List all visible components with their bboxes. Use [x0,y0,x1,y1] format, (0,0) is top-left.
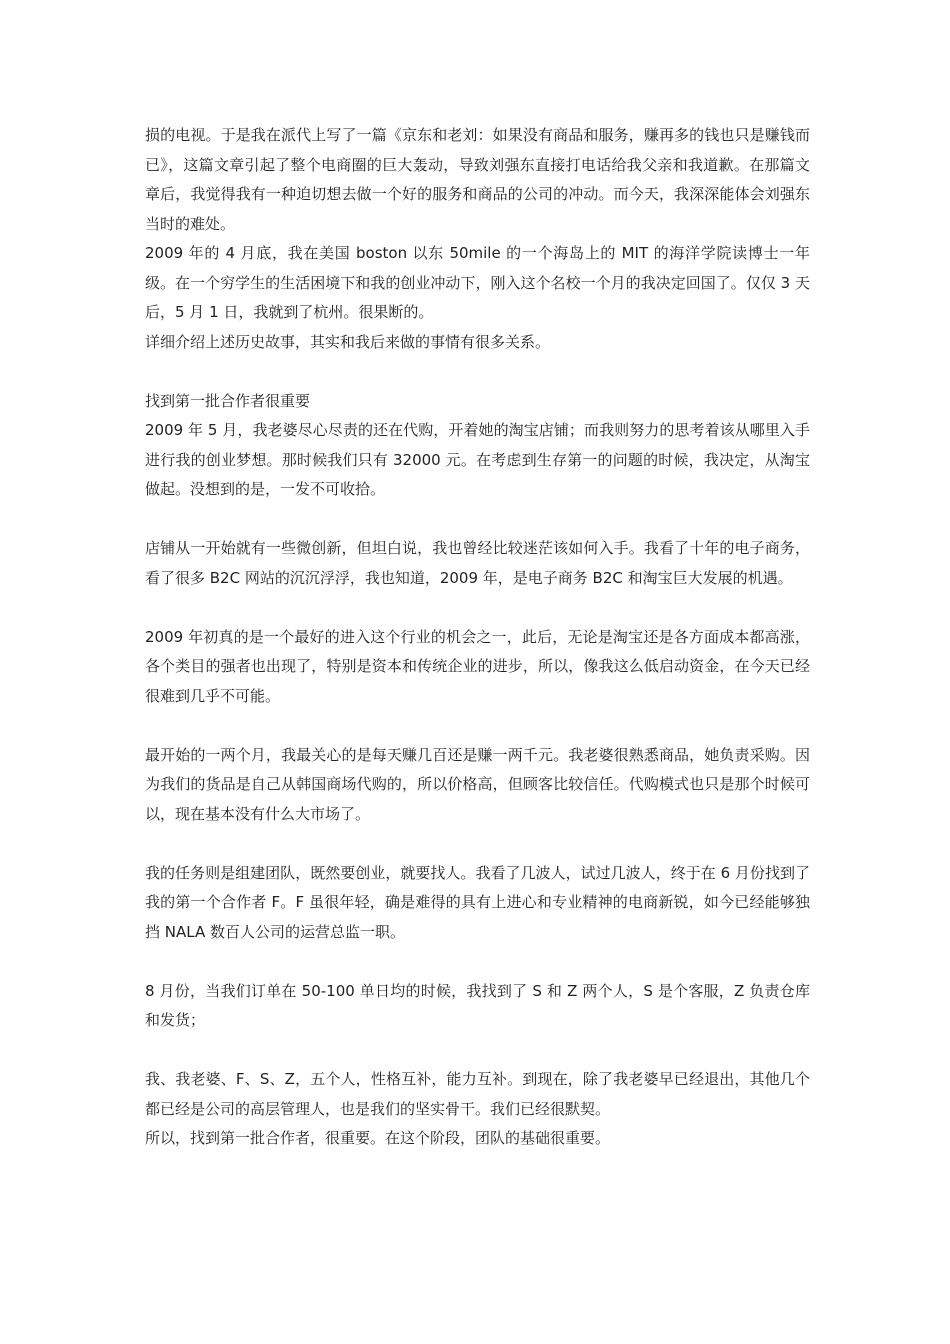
section-heading: 找到第一批合作者很重要 [145,391,311,410]
document-page [145,121,810,1154]
paragraph-start-taobao: 2009 年 5 月，我老婆尽心尽责的还在代购，开着她的淘宝店铺；而我则努力的思考着该从哪里入手进行我的创业梦想。那时候我们只有 32000 元。在考虑到生存第一的问题的时候，我决定，从淘宝做起。没想到的是，一发不可收拾。 [145,421,810,498]
paragraph-conclusion: 所以，找到第一批合作者，很重要。在这个阶段，团队的基础很重要。 [145,1129,611,1147]
blank-line [145,357,810,387]
paragraph-build-team: 我的任务则是组建团队，既然要创业，就要找人。我看了几波人，试过几波人，终于在 6 月份找到了我的第一个合作者 F。F 虽很年轻，确是难得的具有上进心和专业精神的电商新锐，如今已经能够独挡 NALA 数百人公司的运营总监一职。 [145,863,810,941]
blank-line [145,593,810,623]
blank-line [145,1036,810,1066]
paragraph-mit-return: 2009 年的 4 月底，我在美国 boston 以东 50mile 的一个海岛上的 MIT 的海洋学院读博士一年级。在一个穷学生的生活困境下和我的创业冲动下，刚入这个名校一个月的我决定回国了。仅仅 3 天后，5 月 1 日，我就到了杭州。很果断的。 [145,244,810,321]
paragraph-jd-article: 损的电视。于是我在派代上写了一篇《京东和老刘：如果没有商品和服务，赚再多的钱也只是赚钱而已》，这篇文章引起了整个电商圈的巨大轰动，导致刘强东直接打电话给我父亲和我道歉。在那篇文章后，我觉得我有一种迫切想去做一个好的服务和商品的公司的冲动。而今天，我深深能体会刘强东当时的难处。 [145,126,810,233]
paragraph-2009-opportunity: 2009 年初真的是一个最好的进入这个行业的机会之一，此后，无论是淘宝还是各方面成本都高涨，各个类目的强者也出现了，特别是资本和传统企业的进步，所以，像我这么低启动资金，在今天已经很难到几乎不可能。 [145,627,810,705]
paragraph-micro-innovation: 店铺从一开始就有一些微创新，但坦白说，我也曾经比较迷茫该如何入手。我看了十年的电子商务，看了很多 B2C 网站的沉沉浮浮，我也知道，2009 年，是电子商务 B2C 和淘宝巨大发展的机遇。 [145,539,810,587]
blank-line [145,711,810,741]
paragraph-first-months: 最开始的一两个月，我最关心的是每天赚几百还是赚一两千元。我老婆很熟悉商品，她负责采购。因为我们的货品是自己从韩国商场代购的，所以价格高，但顾客比较信任。代购模式也只是那个时候可以，现在基本没有什么大市场了。 [145,745,810,823]
blank-line [145,829,810,859]
blank-line [145,505,810,535]
blank-line [145,947,810,977]
paragraph-august-hires: 8 月份，当我们订单在 50-100 单日均的时候，我找到了 S 和 Z 两个人，S 是个客服，Z 负责仓库和发货； [145,981,810,1029]
paragraph-history-note: 详细介绍上述历史故事，其实和我后来做的事情有很多关系。 [145,332,551,351]
paragraph-five-people: 我、我老婆、F、S、Z，五个人，性格互补，能力互补。到现在，除了我老婆早已经退出，其他几个都已经是公司的高层管理人，也是我们的坚实骨干。我们已经很默契。 [145,1070,810,1118]
